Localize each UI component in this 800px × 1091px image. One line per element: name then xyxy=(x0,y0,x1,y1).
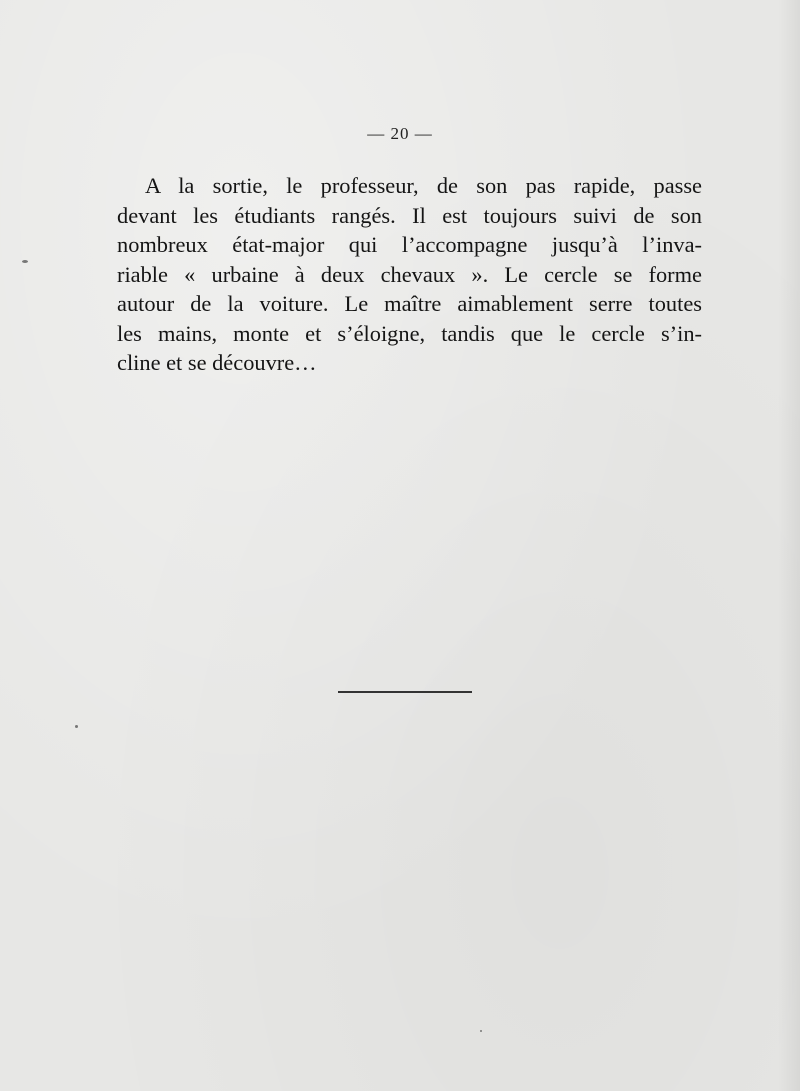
paragraph-line: devant les étudiants rangés. Il est toujours suivi de son xyxy=(117,202,702,228)
paragraph-line: riable « urbaine à deux chevaux ». Le cercle se forme xyxy=(117,261,702,287)
scan-speck xyxy=(75,725,78,728)
scan-speck xyxy=(480,1030,482,1032)
paragraph-line: A la sortie, le professeur, de son pas rapide, passe xyxy=(145,173,702,198)
paragraph-line: nombreux état-major qui l’accompagne jusqu’à l’inva- xyxy=(117,232,702,257)
page-number: — 20 — xyxy=(367,124,433,143)
body-paragraph xyxy=(117,171,702,378)
paragraph-line: autour de la voiture. Le maître aimablement serre toutes xyxy=(117,291,702,316)
scan-speck xyxy=(22,260,28,263)
paragraph-line: cline et se découvre… xyxy=(117,350,317,375)
section-divider-rule xyxy=(338,691,472,693)
paragraph-line: les mains, monte et s’éloigne, tandis que le cercle s’in- xyxy=(117,320,702,346)
